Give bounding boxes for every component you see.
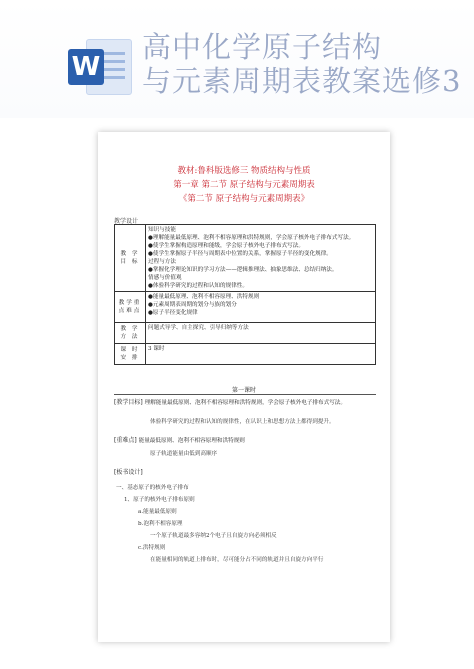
row-line: ●使学生掌握构造原理和能级，学会原子核外电子排布式写法。 — [148, 243, 304, 249]
row-line: 问题式导学、自主探究、引导归纳等方法 — [148, 325, 249, 331]
goal-line-2: 体验科学研究的过程和认知的规律性，在认识上和思想方法上都得到提升。 — [150, 419, 335, 425]
board-line: 一、基态原子的核外电子排布 — [116, 485, 189, 491]
row-line: 情感与价值观 — [148, 275, 182, 281]
table-row — [115, 292, 376, 323]
board-line: b.泡利不相容原理 — [138, 521, 183, 527]
row-line: ●元素周期表周期的划分与族的划分 — [148, 302, 237, 308]
row-line: ●体验科学研究的过程和认知的规律性。 — [148, 283, 248, 289]
board-line: c.洪特规则 — [138, 545, 166, 551]
row-label: 教学重点难点 — [115, 292, 146, 323]
goal-line-1: 理解能量最低原则、泡利不相容原理和洪特规则，学会原子核外电子排布式写法。 — [144, 400, 346, 406]
textbook-line: 教材:鲁科版选修三 物质结构与性质 — [177, 166, 311, 176]
board-line: a.能量最低原则 — [138, 509, 177, 515]
page-title — [142, 30, 474, 98]
row-content — [146, 344, 376, 365]
divider — [114, 394, 376, 395]
word-document-icon — [68, 39, 132, 93]
row-content — [146, 323, 376, 344]
chapter-line: 第一章 第二节 原子结构与元素周期表 — [173, 180, 315, 190]
row-line: ●使学生掌握原子半径与周期表中位置的关系，掌握原子半径的变化规律。 — [148, 251, 332, 257]
table-row — [115, 225, 376, 292]
row-content — [146, 225, 376, 292]
row-line: 过程与方法 — [148, 259, 176, 265]
title-line-2: 与元素周期表教案选修3 — [142, 64, 462, 98]
lesson-mark: 第一课时 — [231, 387, 256, 394]
row-content — [146, 292, 376, 323]
row-label: 课 时 安 排 — [115, 344, 146, 365]
row-line: 3 课时 — [148, 346, 165, 352]
key-line-1: 能量最低原则、泡利不相容原理和洪特规则 — [138, 438, 245, 444]
row-line: ●原子半径变化规律 — [148, 310, 198, 316]
key-label: [重难点] — [114, 437, 137, 444]
goal-label: [教学目标] — [114, 399, 143, 406]
row-line: 知识与技能 — [148, 227, 176, 233]
goal-section — [114, 398, 346, 408]
row-line: ●能量最低原理、泡利不相容原理、洪特规则 — [148, 294, 260, 300]
lesson-plan-table — [114, 224, 376, 365]
word-logo-letter: W — [68, 49, 104, 85]
row-label: 教 学 方 法 — [115, 323, 146, 344]
title-line-1: 高中化学原子结构 — [142, 30, 383, 64]
design-label: 教学设计 — [114, 218, 139, 225]
key-line-2: 原子轨道能量由低到高顺序 — [150, 451, 218, 457]
board-line: 在能量相同的轨道上排布时，尽可能分占不同的轨道并且自旋方向平行 — [150, 557, 324, 563]
header-banner — [0, 0, 474, 118]
document-heading — [98, 164, 390, 206]
board-line: 1、原子的核外电子排布原则 — [124, 497, 195, 503]
section-line: 《第二节 原子结构与元素周期表》 — [178, 194, 310, 204]
board-line: 一个原子轨道最多容纳2个电子且自旋方向必须相反 — [150, 533, 277, 539]
key-section — [114, 436, 245, 446]
table-row — [115, 323, 376, 344]
row-label: 教 学 目 标 — [115, 225, 146, 292]
document-page — [98, 132, 390, 642]
table-row — [115, 344, 376, 365]
row-line: ●理解能量最低原理、泡利不相容原理和洪特规则，学会原子核外电子排布式写法。 — [148, 235, 355, 241]
row-line: ●掌握化学理论知识的学习方法——逻辑推理法、抽象思维法、总结归纳法。 — [148, 267, 338, 273]
board-label: [板书设计] — [114, 469, 143, 476]
